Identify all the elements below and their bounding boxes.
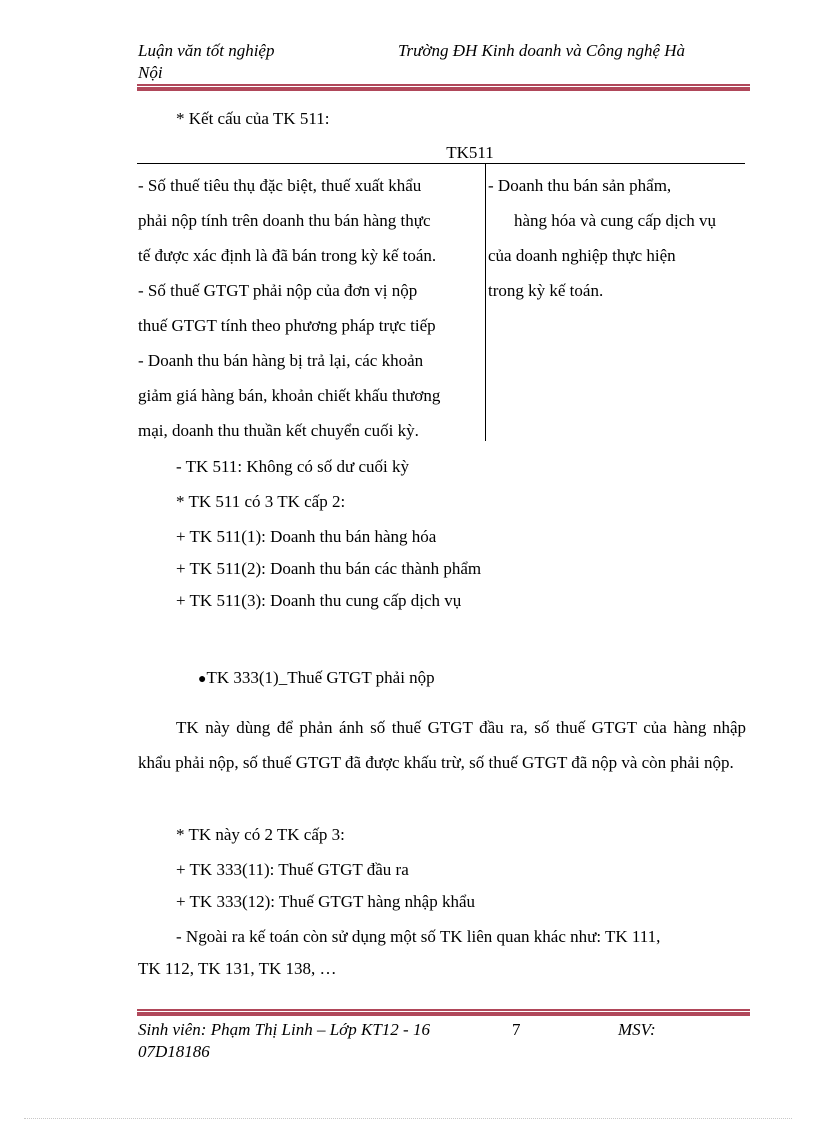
header-left-line2: Nội (138, 63, 163, 82)
debit-line: tế được xác định là đã bán trong kỳ kế toán. (138, 246, 437, 265)
credit-line: của doanh nghiệp thực hiện (488, 246, 676, 265)
t-account-horizontal-line (137, 163, 745, 164)
footer-student: Sinh viên: Phạm Thị Linh – Lớp KT12 - 16 (138, 1020, 430, 1039)
body-paragraph: TK này dùng để phản ánh số thuế GTGT đầu ra, số thuế GTGT của hàng nhập khẩu phải nộp, số thuế GTGT đã được khấu trừ, số thuế GTGT đã nộp và còn phải nộp. (138, 718, 746, 772)
credit-line: - Doanh thu bán sản phẩm, (488, 176, 672, 195)
t-account-title: TK511 (446, 143, 494, 162)
header-right: Trường ĐH Kinh doanh và Công nghệ Hà (398, 41, 686, 60)
credit-line: hàng hóa và cung cấp dịch vụ (514, 211, 717, 230)
text-line: + TK 333(11): Thuế GTGT đầu ra (176, 860, 409, 879)
debit-line: phải nộp tính trên doanh thu bán hàng thực (138, 211, 431, 230)
debit-line: giảm giá hàng bán, khoản chiết khấu thương (138, 386, 441, 405)
debit-line: - Số thuế GTGT phải nộp của đơn vị nộp (138, 281, 418, 300)
debit-line: - Doanh thu bán hàng bị trả lại, các khoản (138, 351, 424, 370)
debit-line: thuế GTGT tính theo phương pháp trực tiếp (138, 316, 436, 335)
header-left-line1: Luận văn tốt nghiệp (138, 41, 275, 60)
bullet-heading-text: TK 333(1)_Thuế GTGT phải nộp (206, 668, 435, 687)
debit-line: mại, doanh thu thuần kết chuyển cuối kỳ. (138, 421, 419, 440)
text-line: TK 112, TK 131, TK 138, … (138, 959, 337, 978)
bullet-heading (198, 667, 435, 691)
page-edge-dotted-line (24, 1118, 792, 1119)
text-line: + TK 333(12): Thuế GTGT hàng nhập khẩu (176, 892, 476, 911)
bullet-dot-icon: ● (198, 672, 207, 687)
footer-msv-label: MSV: (618, 1020, 656, 1039)
footer-rule (137, 1009, 750, 1016)
debit-line: - Số thuế tiêu thụ đặc biệt, thuế xuất khẩu (138, 176, 422, 195)
text-line: - Ngoài ra kế toán còn sử dụng một số TK liên quan khác như: TK 111, (176, 927, 661, 946)
t-account-debit-side (138, 175, 483, 455)
footer-msv-value: 07D18186 (138, 1042, 210, 1061)
section-title: * Kết cấu của TK 511: (176, 109, 330, 128)
text-line: + TK 511(3): Doanh thu cung cấp dịch vụ (176, 591, 462, 610)
text-line: - TK 511: Không có số dư cuối kỳ (176, 457, 410, 476)
credit-line: trong kỳ kế toán. (488, 281, 604, 300)
header-left (138, 40, 338, 84)
text-line: + TK 511(1): Doanh thu bán hàng hóa (176, 527, 437, 546)
text-line: + TK 511(2): Doanh thu bán các thành phẩm (176, 559, 482, 578)
header-rule (137, 84, 750, 91)
t-account-vertical-line (485, 164, 486, 441)
t-account-credit-side (488, 175, 750, 315)
text-line: * TK này có 2 TK cấp 3: (176, 825, 345, 844)
footer-page-number: 7 (512, 1020, 521, 1039)
text-line: * TK 511 có 3 TK cấp 2: (176, 492, 346, 511)
